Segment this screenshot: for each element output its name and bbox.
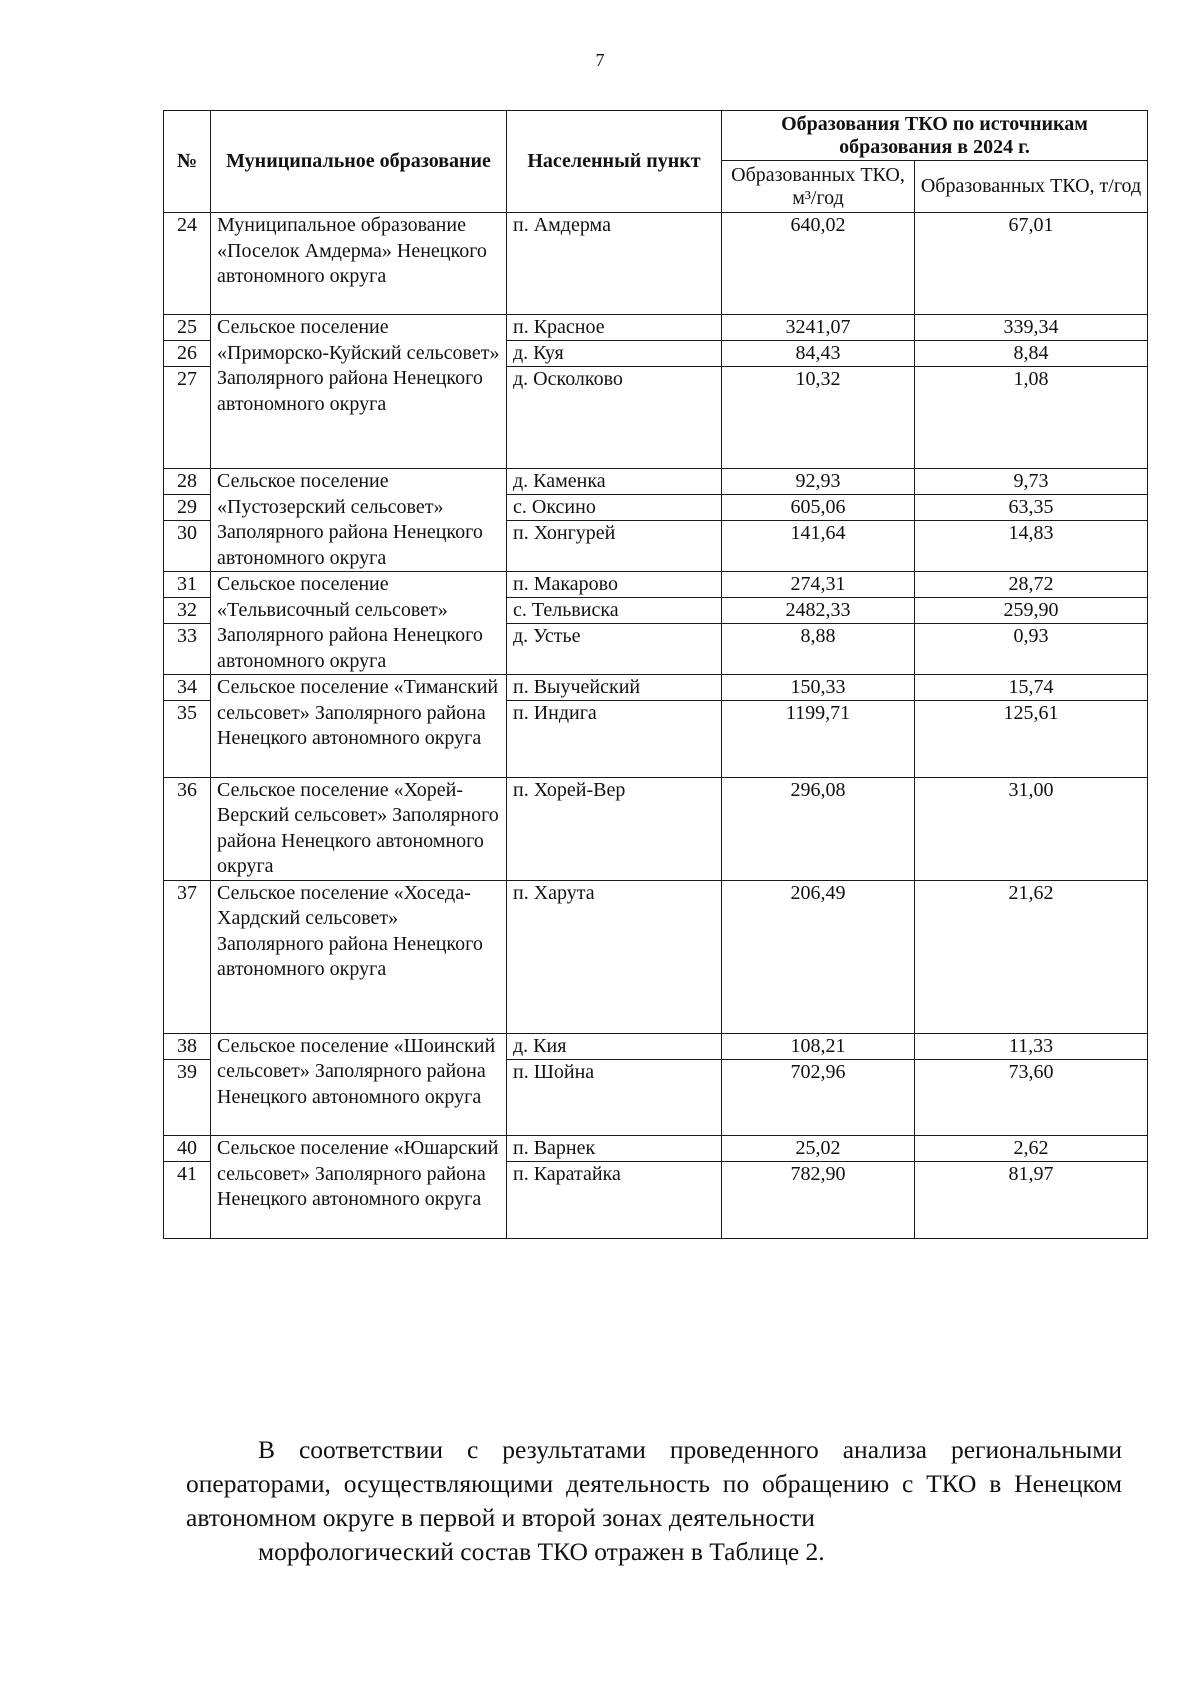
municipality-cell: Сельское поселение «Хоседа-Хардский сельсовет» Заполярного района Ненецкого автономного округа [211, 880, 507, 1033]
row-number: 31 [164, 572, 211, 598]
header-group: Образования ТКО по источникам образования в 2024 г. [722, 111, 1148, 161]
settlement-cell: п. Выучейский [507, 675, 722, 701]
volume-cell: 1199,71 [722, 701, 915, 778]
mass-cell: 9,73 [915, 469, 1148, 495]
header-volume: Образованных ТКО, м³/год [722, 161, 915, 213]
settlement-cell: с. Оксино [507, 495, 722, 521]
volume-cell: 206,49 [722, 880, 915, 1033]
header-municipality: Муниципальное образование [211, 111, 507, 213]
volume-cell: 25,02 [722, 1136, 915, 1162]
settlement-cell: п. Хорей-Вер [507, 777, 722, 880]
mass-cell: 15,74 [915, 675, 1148, 701]
table-row [164, 572, 1148, 598]
mass-cell: 2,62 [915, 1136, 1148, 1162]
table-row [164, 777, 1148, 880]
tko-table-body [164, 213, 1148, 1239]
header-settlement: Населенный пункт [507, 111, 722, 213]
row-number: 30 [164, 521, 211, 572]
settlement-cell: п. Индига [507, 701, 722, 778]
settlement-cell: п. Хонгурей [507, 521, 722, 572]
volume-cell: 8,88 [722, 624, 915, 675]
table-row [164, 213, 1148, 315]
settlement-cell: д. Устье [507, 624, 722, 675]
body-paragraph [186, 1433, 1122, 1569]
settlement-cell: п. Харута [507, 880, 722, 1033]
municipality-cell: Сельское поселение «Шоинский сельсовет» Заполярного района Ненецкого автономного округа [211, 1033, 507, 1136]
volume-cell: 782,90 [722, 1162, 915, 1239]
table-row [164, 1136, 1148, 1162]
volume-cell: 640,02 [722, 213, 915, 315]
mass-cell: 28,72 [915, 572, 1148, 598]
mass-cell: 11,33 [915, 1033, 1148, 1059]
row-number: 35 [164, 701, 211, 778]
municipality-cell: Сельское поселение «Пустозерский сельсовет» Заполярного района Ненецкого автономного округа [211, 469, 507, 572]
table-row [164, 315, 1148, 341]
page-number: 7 [595, 50, 605, 70]
row-number: 24 [164, 213, 211, 315]
settlement-cell: д. Кия [507, 1033, 722, 1059]
row-number: 36 [164, 777, 211, 880]
volume-cell: 296,08 [722, 777, 915, 880]
mass-cell: 1,08 [915, 367, 1148, 469]
mass-cell: 14,83 [915, 521, 1148, 572]
table-row [164, 469, 1148, 495]
row-number: 33 [164, 624, 211, 675]
row-number: 41 [164, 1162, 211, 1239]
municipality-cell: Сельское поселение «Хорей-Верский сельсовет» Заполярного района Ненецкого автономного округа [211, 777, 507, 880]
mass-cell: 339,34 [915, 315, 1148, 341]
mass-cell: 73,60 [915, 1059, 1148, 1136]
mass-cell: 259,90 [915, 598, 1148, 624]
volume-cell: 274,31 [722, 572, 915, 598]
row-number: 25 [164, 315, 211, 341]
settlement-cell: п. Варнек [507, 1136, 722, 1162]
volume-cell: 150,33 [722, 675, 915, 701]
row-number: 27 [164, 367, 211, 469]
mass-cell: 8,84 [915, 341, 1148, 367]
mass-cell: 67,01 [915, 213, 1148, 315]
tko-table [163, 110, 1148, 1239]
table-row [164, 1033, 1148, 1059]
settlement-cell: п. Амдерма [507, 213, 722, 315]
row-number: 40 [164, 1136, 211, 1162]
table-row [164, 880, 1148, 1033]
settlement-cell: п. Каратайка [507, 1162, 722, 1239]
volume-cell: 108,21 [722, 1033, 915, 1059]
mass-cell: 63,35 [915, 495, 1148, 521]
settlement-cell: п. Красное [507, 315, 722, 341]
municipality-cell: Сельское поселение «Тиманский сельсовет» Заполярного района Ненецкого автономного округа [211, 675, 507, 778]
volume-cell: 702,96 [722, 1059, 915, 1136]
volume-cell: 92,93 [722, 469, 915, 495]
mass-cell: 31,00 [915, 777, 1148, 880]
row-number: 37 [164, 880, 211, 1033]
header-num: № [164, 111, 211, 213]
mass-cell: 125,61 [915, 701, 1148, 778]
volume-cell: 10,32 [722, 367, 915, 469]
mass-cell: 0,93 [915, 624, 1148, 675]
row-number: 26 [164, 341, 211, 367]
settlement-cell: с. Тельвиска [507, 598, 722, 624]
settlement-cell: д. Куя [507, 341, 722, 367]
settlement-cell: п. Шойна [507, 1059, 722, 1136]
volume-cell: 3241,07 [722, 315, 915, 341]
volume-cell: 84,43 [722, 341, 915, 367]
settlement-cell: д. Осколково [507, 367, 722, 469]
volume-cell: 141,64 [722, 521, 915, 572]
mass-cell: 21,62 [915, 880, 1148, 1033]
municipality-cell: Сельское поселение «Тельвисочный сельсовет» Заполярного района Ненецкого автономного округа [211, 572, 507, 675]
paragraph-main: В соответствии с результатами проведенного анализа региональными операторами, осуществляющими деятельность по обращению с ТКО в Ненецком автономном округе в первой и второй зонах деятельности [186, 1435, 1122, 1532]
municipality-cell: Муниципальное образование «Поселок Амдерма» Ненецкого автономного округа [211, 213, 507, 315]
mass-cell: 81,97 [915, 1162, 1148, 1239]
row-number: 38 [164, 1033, 211, 1059]
header-mass: Образованных ТКО, т/год [915, 161, 1148, 213]
volume-cell: 2482,33 [722, 598, 915, 624]
volume-cell: 605,06 [722, 495, 915, 521]
row-number: 32 [164, 598, 211, 624]
municipality-cell: Сельское поселение «Юшарский сельсовет» Заполярного района Ненецкого автономного округа [211, 1136, 507, 1239]
municipality-cell: Сельское поселение «Приморско-Куйский сельсовет» Заполярного района Ненецкого автономного округа [211, 315, 507, 469]
row-number: 28 [164, 469, 211, 495]
row-number: 29 [164, 495, 211, 521]
settlement-cell: п. Макарово [507, 572, 722, 598]
paragraph-last-line: морфологический состав ТКО отражен в Таблице 2. [258, 1537, 825, 1566]
settlement-cell: д. Каменка [507, 469, 722, 495]
table-row [164, 675, 1148, 701]
row-number: 39 [164, 1059, 211, 1136]
row-number: 34 [164, 675, 211, 701]
